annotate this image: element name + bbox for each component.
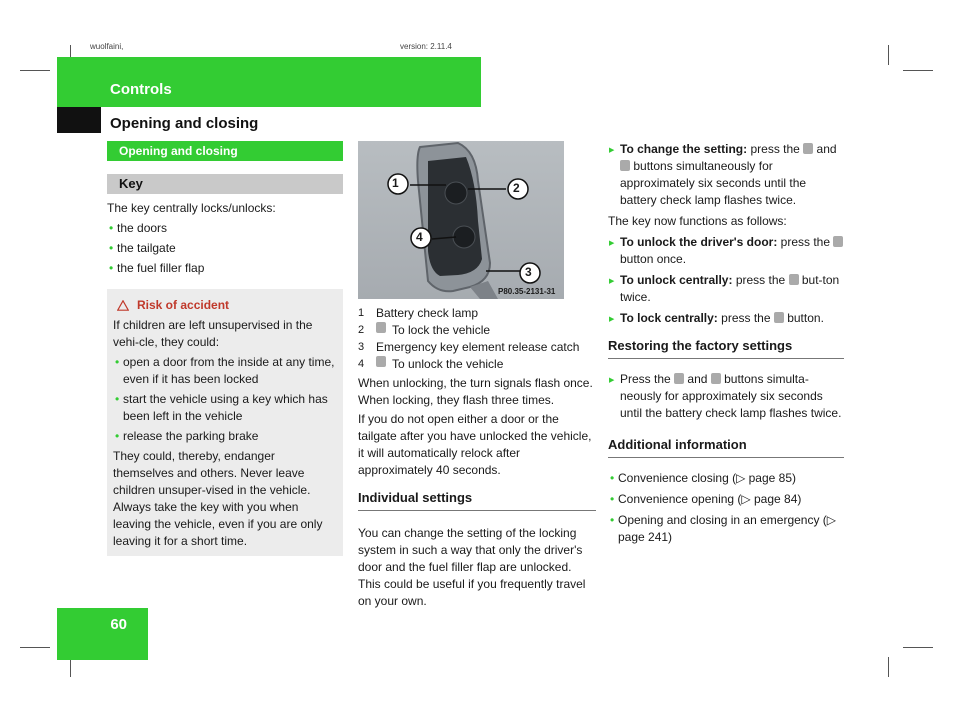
callout-label: 1 <box>392 176 399 190</box>
paragraph: You can change the setting of the locking system in such a way that only the driver's door and the fuel filler flap are unlocked. This could be useful if you frequently travel on your own. <box>358 526 586 608</box>
warning-title-text: Risk of accident <box>137 298 230 312</box>
section-title: Controls <box>110 81 172 98</box>
callout-label: 2 <box>513 181 520 195</box>
page-number: 60 <box>110 616 127 633</box>
header-tab <box>57 107 101 133</box>
paragraph: When unlocking, the turn signals flash once. When locking, they flash three times. <box>358 376 593 407</box>
step-lock-central <box>608 310 844 327</box>
step-text: and <box>816 142 837 156</box>
crop-mark <box>888 657 889 677</box>
cross-reference[interactable]: • Convenience opening (▷ page 84) <box>608 491 844 508</box>
list-item: • the doors <box>107 220 343 237</box>
key-heading: Key <box>107 174 343 194</box>
column-1 <box>107 141 343 556</box>
key-photo <box>358 141 564 299</box>
crop-mark <box>20 70 50 71</box>
section-bar: Opening and closing <box>107 141 343 161</box>
print-meta-right: version: 2.11.4 <box>400 42 452 51</box>
legend-item <box>358 322 596 339</box>
step-text: buttons simulta-neously for approximately six seconds until the battery check lamp flashes twice. <box>620 372 842 420</box>
warning-icon <box>117 300 129 311</box>
functions-intro: The key now functions as follows: <box>608 214 787 228</box>
step-text: but-ton twice. <box>620 273 840 304</box>
lock-icon <box>711 373 721 384</box>
step-text: buttons simultaneously for approximately six seconds until the battery check lamp flashes twice. <box>620 159 807 207</box>
callout-label: 4 <box>416 230 423 244</box>
cross-reference[interactable]: • Opening and closing in an emergency (▷ page 241) <box>608 512 844 546</box>
step-change-setting <box>608 141 844 209</box>
step-text: Press the <box>620 372 671 386</box>
legend-num: 3 <box>358 341 365 353</box>
legend-item <box>358 356 596 373</box>
crop-mark <box>20 647 50 648</box>
key-illustration <box>358 141 564 299</box>
list-item: • release the parking brake <box>113 428 337 445</box>
legend-text: Emergency key element release catch <box>376 340 580 354</box>
crop-mark <box>888 45 889 65</box>
crop-mark <box>70 657 71 677</box>
legend-text: To unlock the vehicle <box>392 357 504 371</box>
list-item: • start the vehicle using a key which has been left in the vehicle <box>113 391 337 425</box>
legend-item <box>358 339 596 356</box>
lock-icon <box>774 312 784 323</box>
step-text: press the <box>750 142 800 156</box>
step-unlock-driver <box>608 234 844 268</box>
cross-reference[interactable]: • Convenience closing (▷ page 85) <box>608 470 844 487</box>
lock-icon <box>620 160 630 171</box>
subsection-title: Opening and closing <box>110 115 259 132</box>
warning-box <box>107 289 343 556</box>
key-intro: The key centrally locks/unlocks: <box>107 201 276 215</box>
legend-num: 2 <box>358 324 365 336</box>
step-label: To lock centrally: <box>620 311 718 325</box>
unlock-icon <box>789 274 799 285</box>
callout-label: 3 <box>525 265 532 279</box>
step-label: To unlock centrally: <box>620 273 733 287</box>
unlock-icon <box>833 236 843 247</box>
paragraph: If you do not open either a door or the tailgate after you have unlocked the vehicle, it will automatically relock after approximately 40 seconds. <box>358 412 592 477</box>
legend-num: 1 <box>358 307 365 319</box>
unlock-icon <box>376 356 386 367</box>
step-unlock-central <box>608 272 844 306</box>
crop-mark <box>903 647 933 648</box>
list-item: • open a door from the inside at any time, even if it has been locked <box>113 354 337 388</box>
lock-icon <box>376 322 386 333</box>
unlock-icon <box>674 373 684 384</box>
step-text: and <box>687 372 708 386</box>
crop-mark <box>903 70 933 71</box>
step-text: press the <box>735 273 786 287</box>
legend-num: 4 <box>358 358 365 370</box>
warning-title <box>113 297 337 314</box>
step-text: press the <box>721 311 771 325</box>
step-restore <box>608 371 844 422</box>
image-code: P80.35-2131-31 <box>498 287 556 296</box>
warning-intro: If children are left unsupervised in the vehi-cle, they could: <box>113 318 313 349</box>
list-item: • the tailgate <box>107 240 343 257</box>
column-2 <box>358 305 596 610</box>
legend-text: To lock the vehicle <box>392 323 491 337</box>
restore-heading: Restoring the factory settings <box>608 337 844 359</box>
print-meta-left: wuolfaini, <box>90 42 124 51</box>
additional-info-heading: Additional information <box>608 436 844 458</box>
legend-item <box>358 305 596 322</box>
step-text: button once. <box>620 252 687 266</box>
list-item: • the fuel filler flap <box>107 260 343 277</box>
column-3 <box>608 141 844 546</box>
step-label: To change the setting: <box>620 142 748 156</box>
warning-outro: They could, thereby, endanger themselves and others. Never leave children unsuper-vised in the vehicle. Always take the key with you when leaving the vehicle, even if you are only leaving it for a short time. <box>113 449 323 548</box>
unlock-icon <box>803 143 813 154</box>
step-text: button. <box>787 311 824 325</box>
individual-settings-heading: Individual settings <box>358 489 596 511</box>
legend-text: Battery check lamp <box>376 306 479 320</box>
step-label: To unlock the driver's door: <box>620 235 778 249</box>
step-text: press the <box>780 235 831 249</box>
